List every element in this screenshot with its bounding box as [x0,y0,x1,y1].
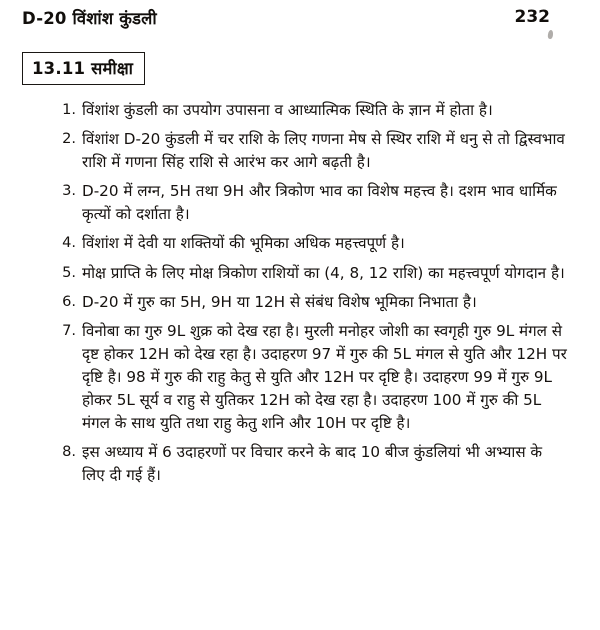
list-item-text: D-20 में गुरु का 5H, 9H या 12H से संबंध विशेष भूमिका निभाता है। [82,292,477,311]
list-item-number: 6. [62,292,76,310]
list-item-number: 4. [62,234,76,252]
list-item-text: इस अध्याय में 6 उदाहरणों पर विचार करने के बाद 10 बीज कुंडलियां भी अभ्यास के लिए दी गई हैं। [82,443,543,485]
list-item [56,441,568,487]
list-item [56,232,568,255]
list-item-number: 1. [62,101,76,118]
list-item [56,99,568,122]
list-item [56,262,568,285]
list-item [56,180,568,226]
page-header [22,0,578,40]
page-number: 232 [514,7,550,27]
list-item-number: 7. [62,321,76,339]
list-item-number: 5. [62,263,76,281]
list-item-number: 8. [62,443,76,461]
list-item [56,128,568,174]
book-running-title: D-20 विंशांश कुंडली [22,9,157,28]
list-item-text: D-20 में लग्न, 5H तथा 9H और त्रिकोण भाव का विशेष महत्त्व है। दशम भाव धार्मिक कृत्यों को दर्शाता है। [82,182,557,224]
section-heading-box [22,52,145,85]
list-item-text: विंशांश D-20 कुंडली में चर राशि के लिए गणना मेष से स्थिर राशि में धनु से तो द्विस्वभाव राशि में गणना सिंह राशि से आरंभ कर आगे बढ़ती है। [82,130,565,172]
list-item-text: विंशांश में देवी या शक्तियों की भूमिका अधिक महत्त्वपूर्ण है। [82,234,405,253]
list-item-number: 2. [62,130,76,148]
list-item-number: 3. [62,182,76,200]
summary-points-list [22,99,578,487]
section-heading-label: 13.11 समीक्षा [32,59,134,78]
list-item-text: मोक्ष प्राप्ति के लिए मोक्ष त्रिकोण राशियों का (4, 8, 12 राशि) का महत्त्वपूर्ण योगदान है। [82,263,565,282]
list-item-text: विंशांश कुंडली का उपयोग उपासना व आध्यात्मिक स्थिति के ज्ञान में होता है। [82,101,493,119]
list-item [56,291,568,314]
list-item [56,320,568,435]
list-item-text: विनोबा का गुरु 9L शुक्र को देख रहा है। मुरली मनोहर जोशी का स्वगृही गुरु 9L मंगल से दृष्ट होकर 12H को देख रहा है। उदाहरण 97 में गुरु की 5L मंगल से युति और 12H पर दृष्टि है। 98 में गुरु की राहु केतु से युति और 12H पर दृष्टि है। उदाहरण 99 में गुरु 9L होकर 5L सूर्य व राहु से युतिकर 12H को देख रहा है। उदाहरण 100 में गुरु की 5L मंगल के साथ युति तथा राहु केतु शनि और 10H पर दृष्टि है। [82,321,567,433]
